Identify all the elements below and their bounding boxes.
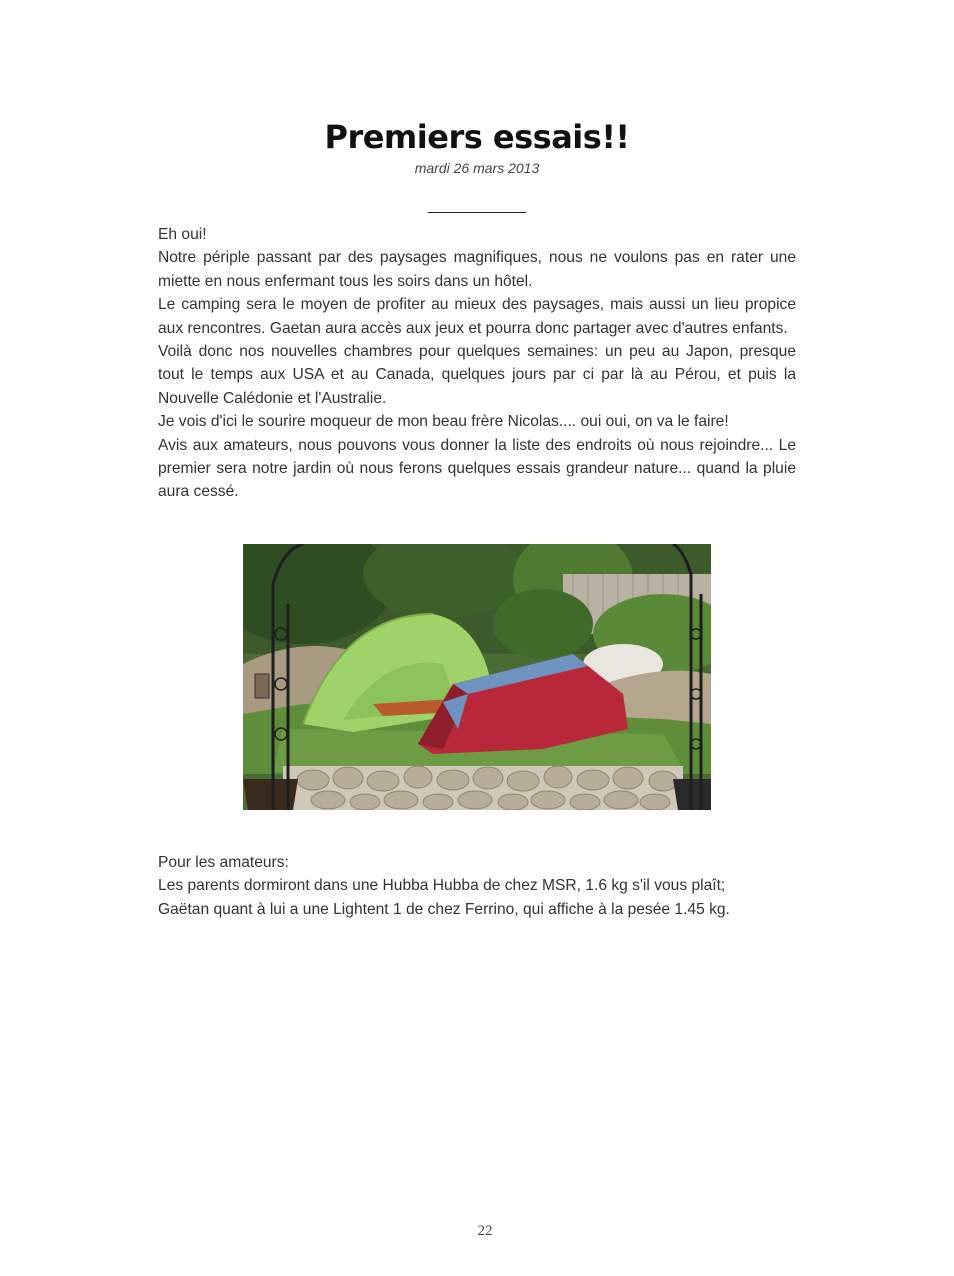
paragraph: Avis aux amateurs, nous pouvons vous donner la liste des endroits où nous rejoindre... Le premier sera notre jardin où nous ferons quelques essais grandeur nature... quand la pluie aura cessé. [158,436,796,501]
footer-line: Les parents dormiront dans une Hubba Hubba de chez MSR, 1.6 kg s'il vous plaît; [158,877,726,895]
post-body [158,223,796,504]
paragraph: Voilà donc nos nouvelles chambres pour quelques semaines: un peu au Japon, presque tout le temps aux USA et au Canada, quelques jours par ci par là au Pérou, et puis la Nouvelle Calédonie et l'Australie. [158,343,796,407]
post-date: mardi 26 mars 2013 [414,160,540,176]
paragraph: Eh oui! [158,226,207,243]
paragraph: Le camping sera le moyen de profiter au mieux des paysages, mais aussi un lieu propice aux rencontres. Gaetan aura accès aux jeux et pourra donc partager avec d'autres enfants. [158,296,796,337]
separator-line: ___________ [428,197,526,214]
page-number: 22 [477,1223,493,1239]
paragraph: Notre périple passant par des paysages magnifiques, nous ne voulons pas en rater une miette en nous enfermant tous les soirs dans un hôtel. [158,249,796,290]
page-title: Premiers essais!! [324,118,630,156]
tents-photo [243,544,711,810]
post-footer [158,851,798,921]
footer-line: Pour les amateurs: [158,854,289,871]
footer-line: Gaëtan quant à lui a une Lightent 1 de chez Ferrino, qui affiche à la pesée 1.45 kg. [158,900,730,918]
paragraph: Je vois d'ici le sourire moqueur de mon beau frère Nicolas.... oui oui, on va le faire! [158,413,729,431]
